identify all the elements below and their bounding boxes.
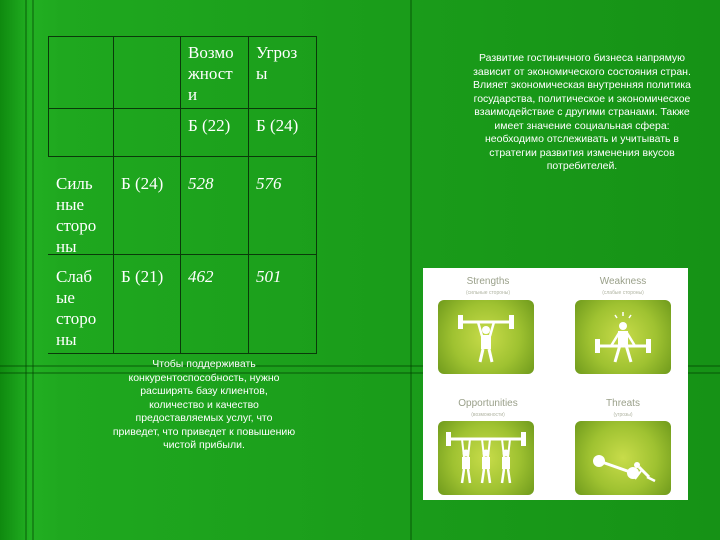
table-line — [113, 36, 114, 354]
table-line — [248, 36, 249, 354]
row-score-strengths: Б (24) — [121, 174, 164, 193]
competitiveness-paragraph: Чтобы поддерживать конкурентоспособность, нужно расширять базу клиентов, количество и качество предоставляемых услуг, что приведет, что приведет к повышению чистой прибыли. — [112, 358, 296, 451]
weightlifter-struggling-icon — [575, 300, 671, 374]
header-threats: Угроз ы — [256, 43, 298, 83]
strengths-title: Strengths — [466, 276, 510, 287]
opportunities-quadrant — [438, 421, 534, 495]
subheader-threats: Б (24) — [256, 116, 299, 135]
background-stripe — [32, 0, 34, 540]
table-line — [48, 353, 317, 354]
swot-illustration — [423, 268, 688, 500]
row-score-weaknesses: Б (21) — [121, 267, 164, 286]
header-opportunities: Возмо жност и — [188, 43, 234, 104]
weightlifter-strong-icon — [438, 300, 534, 374]
strengths-quadrant — [438, 300, 534, 374]
cell-weaknesses-opportunities: 462 — [188, 267, 214, 286]
economy-paragraph: Развитие гостиничного бизнеса напрямую зависит от экономического состояния стран. Влияет экономическая внутренняя политика государства, политическое и экономическое взаимодействие с другими странами. Также имеет значение социальная сфера: необходимо отслеживать и учитывать в стратегии развития изменения вкусов потребителей. — [473, 52, 691, 172]
weakness-quadrant — [575, 300, 671, 374]
cell-strengths-opportunities: 528 — [188, 174, 214, 193]
subheader-opportunities: Б (22) — [188, 116, 231, 135]
table-line — [48, 108, 317, 109]
weakness-title: Weakness — [599, 276, 647, 287]
table-line — [48, 36, 49, 156]
row-label-strengths: Силь ные сторо ны — [56, 174, 97, 256]
weakness-subtitle: (слабые стороны) — [602, 290, 644, 296]
opportunities-title: Opportunities — [458, 398, 518, 409]
threats-subtitle: (угрозы) — [613, 412, 633, 418]
dropped-weight-icon — [575, 421, 671, 495]
threats-quadrant — [575, 421, 671, 495]
table-line — [180, 36, 181, 354]
table-line — [48, 156, 317, 157]
strengths-subtitle: (сильные стороны) — [465, 290, 511, 296]
row-label-weaknesses: Слаб ые сторо ны — [56, 267, 97, 349]
team-lifting-icon — [438, 421, 534, 495]
table-line — [48, 36, 317, 37]
cell-strengths-threats: 576 — [256, 174, 282, 193]
background-stripe — [410, 0, 412, 540]
table-line — [316, 36, 317, 354]
cell-weaknesses-threats: 501 — [256, 267, 282, 286]
threats-title: Threats — [606, 398, 640, 409]
background-stripe — [25, 0, 27, 540]
opportunities-subtitle: (возможности) — [471, 412, 505, 418]
